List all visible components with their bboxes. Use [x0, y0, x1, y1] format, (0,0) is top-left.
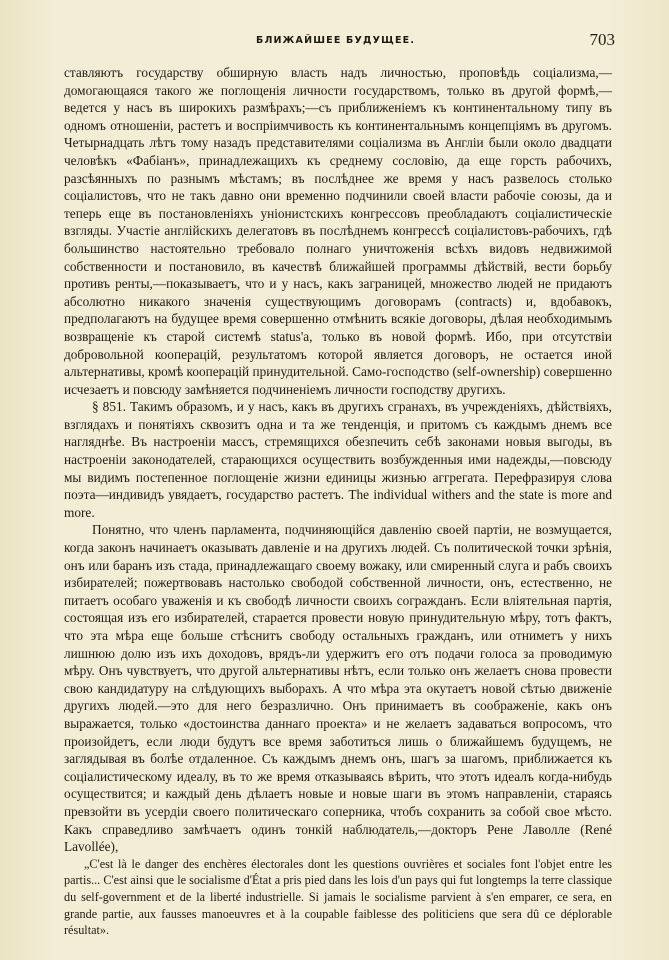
text-body [64, 64, 612, 939]
paragraph: Понятно, что членъ парламента, подчиняющійся давленію своей партіи, не возмущается, когда законъ начинаетъ оказывать давленіе и на другихъ людей. Съ политической точки зрѣнія, онъ или баранъ изъ стада, принадлежащаго своему вожаку, или смиренный слуга и рабъ своихъ избирателей; пожертвовавъ настолько свободой собственной личности, онъ, естественно, не питаетъ особаго уваженія и къ свободѣ личности своихъ согражданъ. Если вліятельная партія, состоящая изъ его избирателей, старается провести новую принудительную мѣру, тотъ фактъ, что эта мѣра еще больше стѣснитъ свободу остальныхъ гражданъ, или отниметъ у нихъ лишнюю долю изъ ихъ доходовъ, врядъ-ли удержитъ его отъ подачи голоса за проводимую мѣру. Онъ чувствуетъ, что другой альтернативы нѣтъ, если только онъ желаетъ снова провести свою кандидатуру на слѣдующихъ выборахъ. А что мѣра эта окутаетъ новой сѣтью движеніе другихъ людей.—это для него безразлично. Онъ принимаетъ въ соображеніе, какъ онъ выражается, только «достоинства даннаго проекта» и не желаетъ задаваться вопросомъ, что произойдетъ, если люди будутъ все время заботиться лишь о ближайшемъ будущемъ, не заглядывая въ болѣе отдаленное. Съ каждымъ днемъ онъ, шагъ за шагомъ, приближается къ соціалистическому идеалу, въ то же время отказываясь вѣрить, что этотъ идеалъ когда-нибудь осуществится; и каждый день дѣлаетъ новые и новые шаги въ этомъ направленіи, стараясь превзойти въ усердіи своего политическаго соперника, чтобъ сохранить за собой свое мѣсто. Какъ справедливо замѣчаетъ одинъ тонкій наблюдатель,—докторъ Рене Лаволле (René Lavollée), [64, 522, 612, 855]
page-number: 703 [589, 30, 615, 49]
french-quotation: „C'est là le danger des enchères électorales dont les questions ouvrières et sociales font l'objet entre les partis... C'est ainsi que le socialisme d'État a pris pied dans les lois d'un pays qui fut longtemps la terre classique du self-government et de la liberté industrielle. Si jamais le socialisme parvient à s'en emparer, ce sera, en grande partie, aux fausses manoeuvres et à la coupable faiblesse des politiciens que sera dû ce déplorable résultat». [64, 856, 612, 938]
running-title: БЛИЖАЙШЕЕ БУДУЩЕЕ. [256, 35, 416, 46]
paragraph-section-851: § 851. Такимъ образомъ, и у насъ, какъ въ другихъ сгранахъ, въ учрежденіяхъ, дѣйствіяхъ, взглядахъ и понятіяхъ сквозитъ одна и та же тенденція, и притомъ съ каждымъ днемъ все нагляднѣе. Въ настроеніи массъ, стремящихся обезпечить себѣ законами новыя выгоды, въ настроеніи законодателей, старающихся осуществить возбужденныя ими надежды,—повсюду мы видимъ постепенное поглощеніе жизни единицы жизнью аггрегата. Перефразируя слова поэта—индивидъ увядаетъ, государство растетъ. The individual withers and the state is more and more. [64, 399, 612, 520]
page-header [0, 30, 669, 52]
paragraph: ставляютъ государству обширную власть надъ личностью, проповѣдь соціализма,—домогающаяся такого же поглощенія личности государствомъ, только въ другой формѣ,—ведется у насъ въ широкихъ размѣрахъ;—съ приближеніемъ къ континентальному типу въ одномъ отношеніи, растетъ и воспріимчивость къ континентальнымъ концепціямъ въ другомъ. Четырнадцать лѣтъ тому назадъ представителями соціализма въ Англіи были около двадцати человѣкъ «Фабіанъ», принадлежащихъ къ среднему сословію, да еще горсть рабочихъ, разсѣянныхъ по разнымъ мѣстамъ; въ послѣднее же время у насъ развелось столько соціалистовъ, что не такъ давно они временно подчинили своей власти рабочіе союзы, да и теперь еще въ постановленіяхъ уніонистскихъ конгрессовъ преобладаютъ соціалистическіе взгляды. Участіе англійскихъ делегатовъ въ послѣднемъ конгрессѣ соціалистовъ-рабочихъ, гдѣ большинство настоятельно требовало полнаго уничтоженія всѣхъ видовъ недвижимой собственности и постановило, въ качествѣ ближайшей программы дѣйствій, вести борьбу противъ ренты,—показываетъ, что и у насъ, какъ заграницей, множество людей не придаютъ абсолютно никакого значенія существующимъ договорамъ (contracts) и, вдобавокъ, предполагаютъ на будущее время совершенно отмѣнить всякіе договоры, дѣлая необходимымъ возвращеніе къ старой системѣ status'а, только въ новой формѣ. Ибо, при отсутствіи добровольной кооперацій, результатомъ которой является договоръ, не остается иной альтернативы, кромѣ кооперацій принудительной. Само-господство (self-ownership) совершенно исчезаетъ и повсюду замѣняется подчиненіемъ личности господству другихъ. [64, 65, 612, 397]
